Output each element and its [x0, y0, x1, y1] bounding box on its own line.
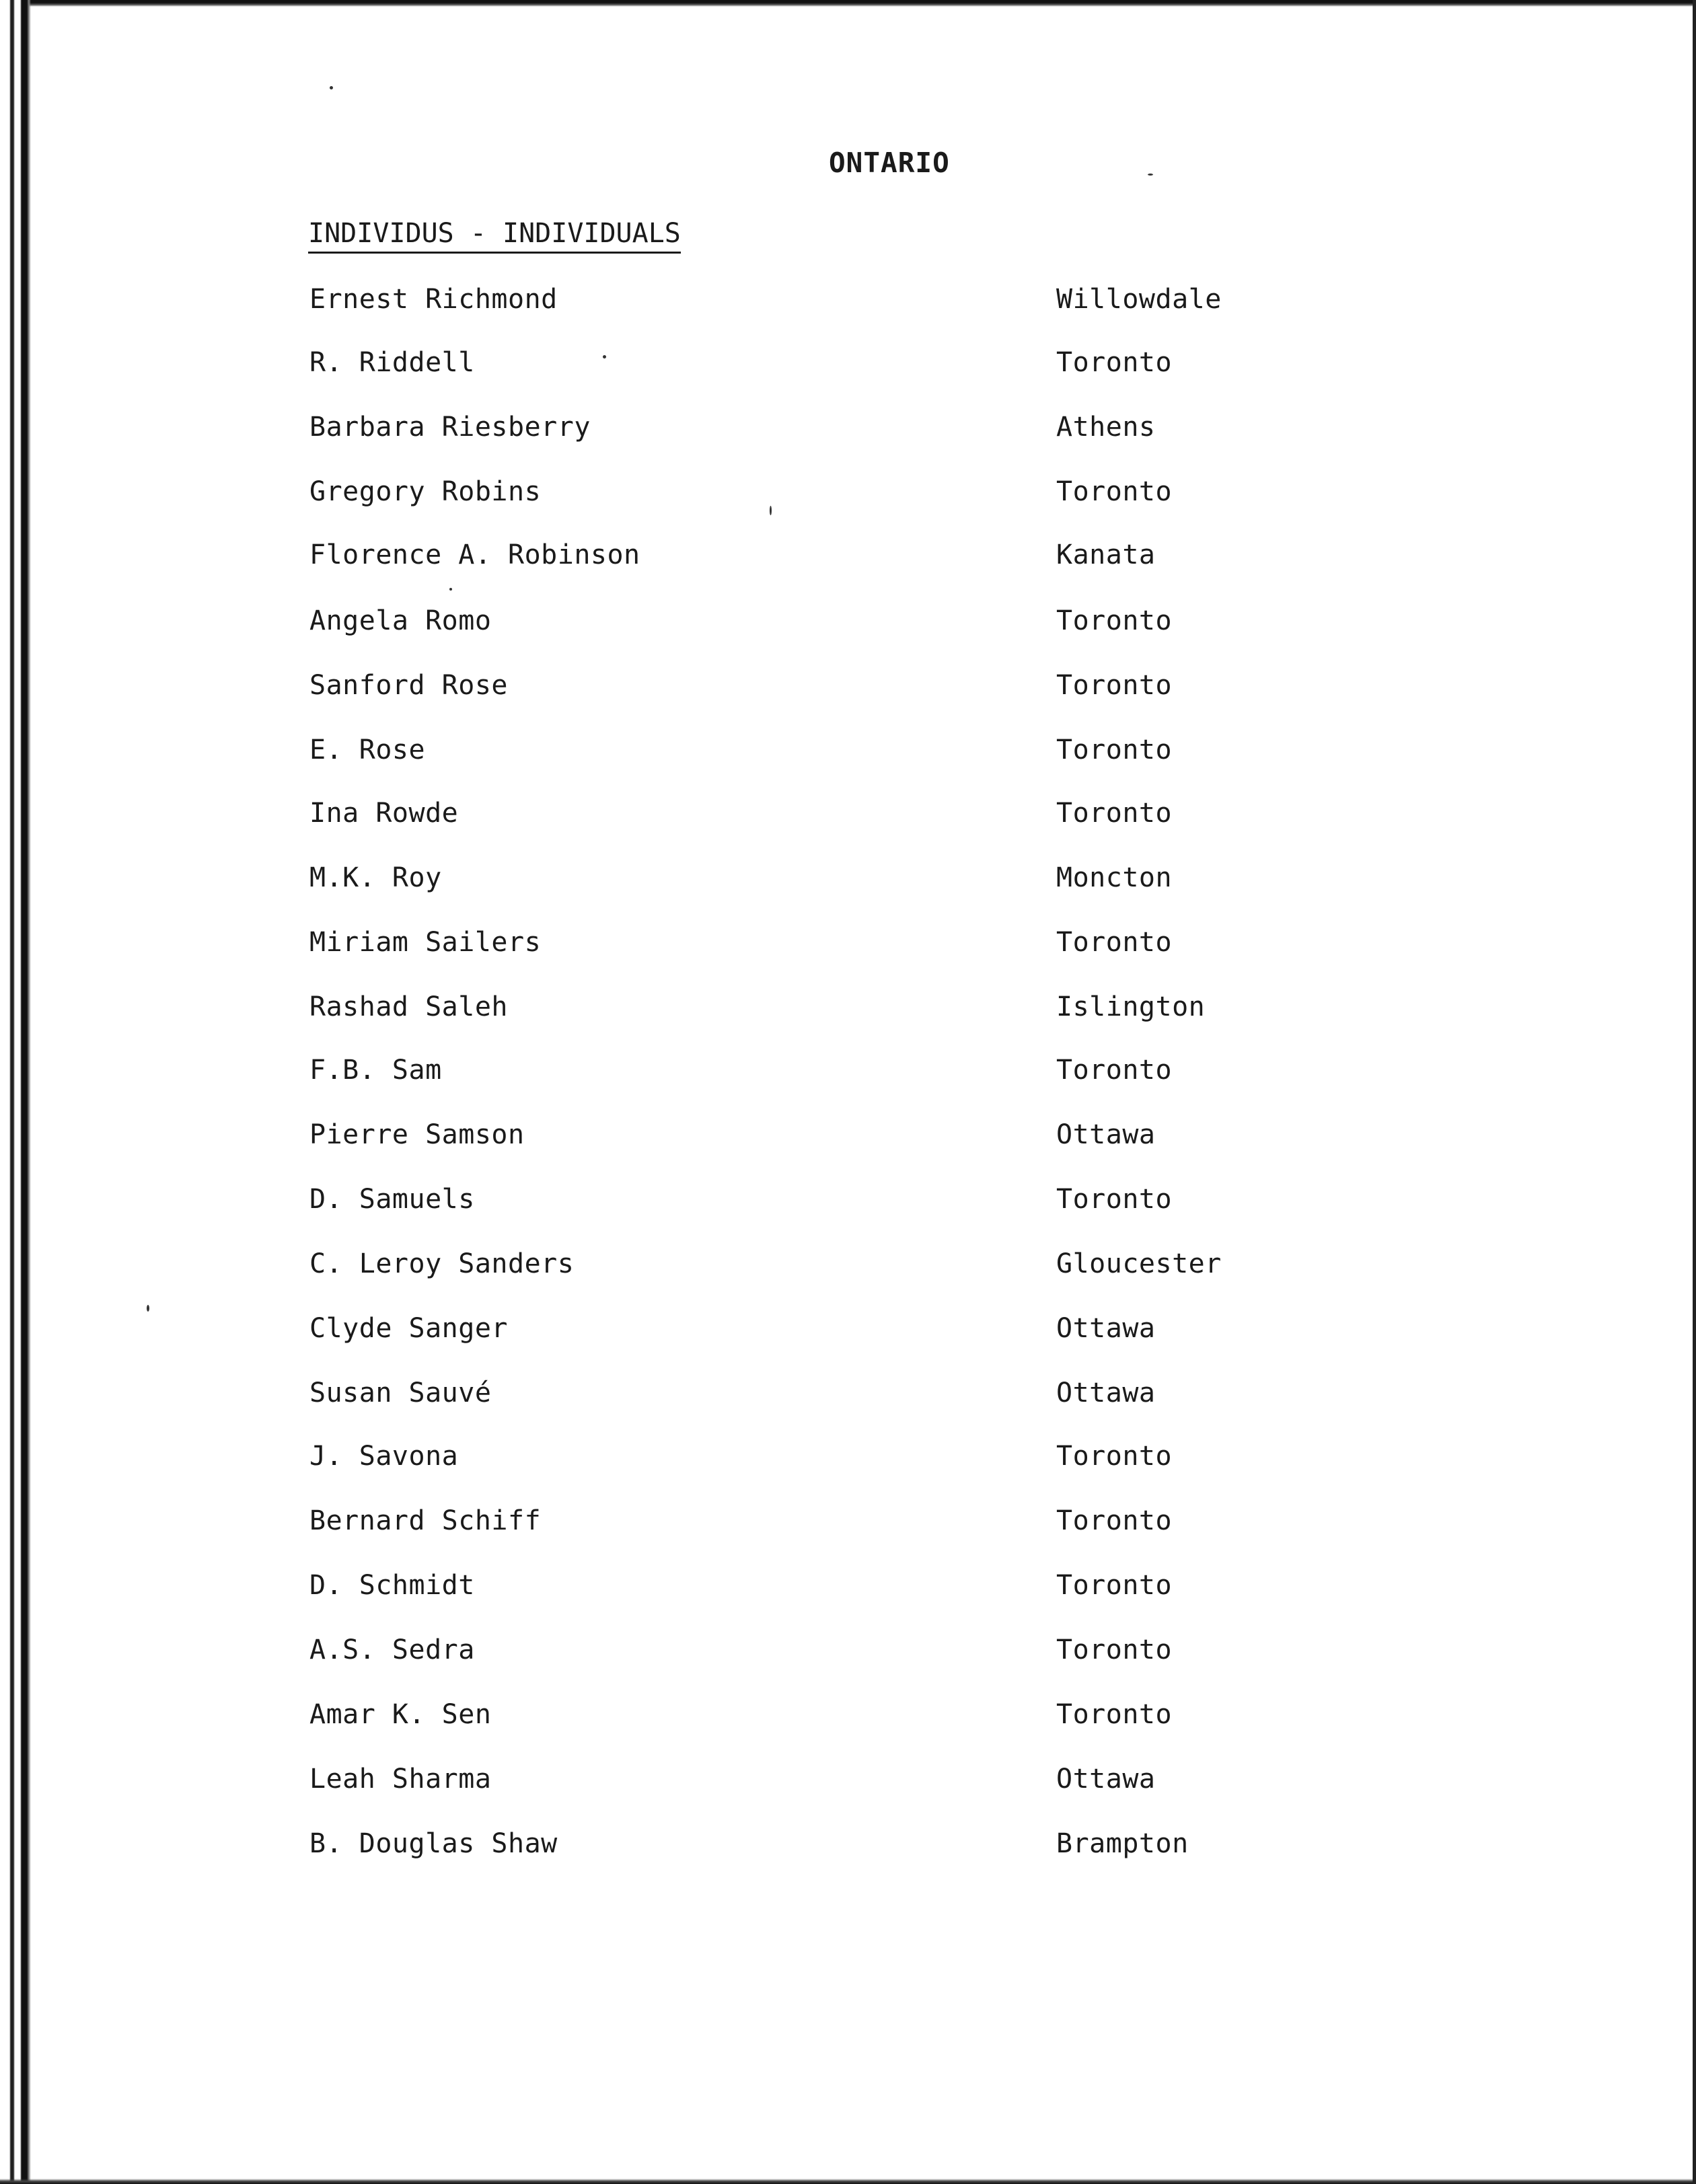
entry-city: Moncton	[1056, 862, 1173, 893]
entry-city: Willowdale	[1056, 284, 1222, 315]
entry-name: Miriam Sailers	[309, 927, 542, 958]
entry-city: Toronto	[1056, 1570, 1173, 1601]
entry-name: Ernest Richmond	[309, 284, 558, 315]
entry-city: Toronto	[1056, 735, 1173, 765]
entry-name: Rashad Saleh	[309, 991, 508, 1022]
list-item	[0, 476, 1696, 517]
entry-city: Toronto	[1056, 670, 1173, 701]
entry-city: Ottawa	[1056, 1378, 1156, 1408]
list-item	[0, 1634, 1696, 1675]
entry-city: Toronto	[1056, 1055, 1173, 1086]
list-item	[0, 412, 1696, 452]
entry-name: A.S. Sedra	[309, 1634, 475, 1665]
list-item	[0, 1378, 1696, 1418]
list-item	[0, 1764, 1696, 1804]
entry-city: Toronto	[1056, 1184, 1173, 1215]
list-item	[0, 284, 1696, 324]
entry-name: J. Savona	[309, 1441, 459, 1472]
list-item	[0, 539, 1696, 580]
list-item	[0, 1441, 1696, 1481]
list-item	[0, 991, 1696, 1032]
list-item	[0, 1248, 1696, 1289]
entry-name: M.K. Roy	[309, 862, 442, 893]
entry-city: Athens	[1056, 412, 1156, 443]
entry-name: B. Douglas Shaw	[309, 1828, 558, 1859]
list-item	[0, 1119, 1696, 1160]
entry-city: Kanata	[1056, 539, 1156, 570]
entry-city: Toronto	[1056, 1505, 1173, 1536]
entry-city: Toronto	[1056, 347, 1173, 378]
list-item	[0, 1699, 1696, 1739]
entry-name: Clyde Sanger	[309, 1313, 508, 1344]
list-item	[0, 1055, 1696, 1095]
entry-name: Pierre Samson	[309, 1119, 525, 1150]
list-item	[0, 670, 1696, 710]
entry-name: D. Schmidt	[309, 1570, 475, 1601]
list-item	[0, 1313, 1696, 1353]
entry-city: Brampton	[1056, 1828, 1189, 1859]
entry-city: Ottawa	[1056, 1119, 1156, 1150]
list-item	[0, 347, 1696, 387]
entry-name: Leah Sharma	[309, 1764, 492, 1795]
entry-name: E. Rose	[309, 735, 426, 765]
entry-name: Susan Sauvé	[309, 1378, 492, 1408]
list-item	[0, 735, 1696, 775]
list-item	[0, 1828, 1696, 1869]
entry-city: Toronto	[1056, 927, 1173, 958]
entry-city: Ottawa	[1056, 1313, 1156, 1344]
list-item	[0, 1505, 1696, 1546]
entry-city: Toronto	[1056, 1634, 1173, 1665]
list-item	[0, 862, 1696, 903]
entry-name: Barbara Riesberry	[309, 412, 591, 443]
entry-city: Toronto	[1056, 476, 1173, 507]
entry-name: Florence A. Robinson	[309, 539, 640, 570]
entry-city: Toronto	[1056, 605, 1173, 636]
entry-name: Ina Rowde	[309, 798, 459, 829]
entry-name: F.B. Sam	[309, 1055, 442, 1086]
entry-name: Amar K. Sen	[309, 1699, 492, 1730]
entry-city: Islington	[1056, 991, 1206, 1022]
entry-name: Gregory Robins	[309, 476, 542, 507]
entry-city: Ottawa	[1056, 1764, 1156, 1795]
entry-city: Gloucester	[1056, 1248, 1222, 1279]
list-item	[0, 927, 1696, 967]
entry-name: Sanford Rose	[309, 670, 508, 701]
entry-name: D. Samuels	[309, 1184, 475, 1215]
entry-name: Bernard Schiff	[309, 1505, 542, 1536]
page-title: ONTARIO	[829, 147, 950, 179]
entry-name: C. Leroy Sanders	[309, 1248, 575, 1279]
list-item	[0, 1570, 1696, 1610]
entry-city: Toronto	[1056, 1441, 1173, 1472]
entry-city: Toronto	[1056, 798, 1173, 829]
list-item	[0, 605, 1696, 646]
list-item	[0, 798, 1696, 838]
entry-name: R. Riddell	[309, 347, 475, 378]
section-heading: INDIVIDUS - INDIVIDUALS	[308, 218, 681, 254]
entry-name: Angela Romo	[309, 605, 492, 636]
entry-city: Toronto	[1056, 1699, 1173, 1730]
list-item	[0, 1184, 1696, 1224]
